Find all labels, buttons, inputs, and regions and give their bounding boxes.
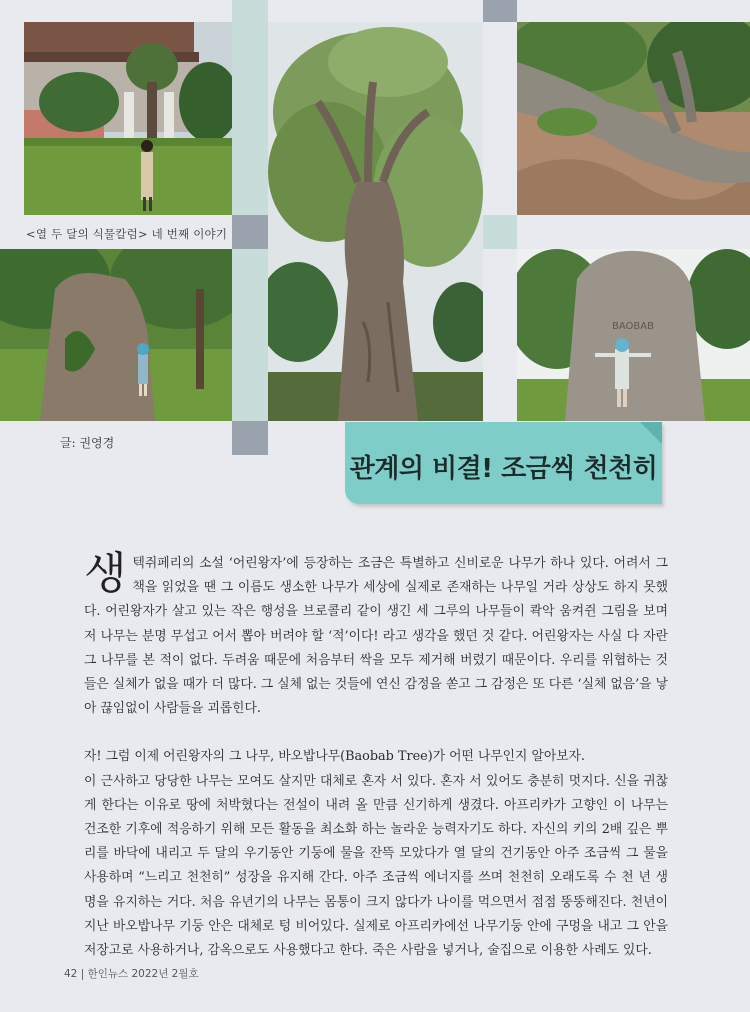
page-footer: 42 | 한인뉴스 2022년 2월호 (64, 968, 199, 980)
photo-tall-baobab (268, 22, 483, 421)
photo-building-girl (24, 22, 232, 215)
column-caption: <열 두 달의 식물칼럼> 네 번째 이야기 (26, 227, 228, 241)
photo-child-baobab-right (517, 249, 750, 421)
paragraph-2 (84, 745, 668, 963)
author-credit: 글: 권영경 (60, 436, 115, 450)
article-body (84, 548, 668, 963)
accent-square-grey-top (483, 0, 517, 22)
paragraph-2-text: 이 근사하고 당당한 나무는 모여도 살지만 대체로 혼자 서 있다. 혼자 서 있어도 충분히 멋지다. 신을 귀찮게 한다는 이유로 땅에 처박혔다는 전설이 내려 올 만큼 신기하게 생겼다. 아프리카가 고향인 이 나무는 건조한 기후에 적응하기 위해 모든 활동을 최소화 하는 놀라운 능력자기도 하다. 자신의 키의 2배 깊은 뿌리를 바닥에 내리고 두 달의 우기동안 기둥에 물을 잔뜩 모았다가 열 달의 건기동안 아주 조금씩 그 물을 사용하며 “느리고 천천히” 성장을 유지해 간다. 아주 조금씩 에너지를 쓰며 천천히 오래도록 수 천 년 생명을 유지하는 거다. 처음 유년기의 나무는 몸통이 크지 않다가 나이를 먹으면서 점점 뚱뚱해진다. 천년이 지난 바오밥나무 기둥 안은 대체로 텅 비어있다. 실제로 아프리카에선 나무기둥 안에 구멍을 내고 그 안을 저장고로 사용하거나, 감옥으로도 사용했다고 한다. 죽은 사람을 넣거나, 술집으로 이용한 사례도 있다. (84, 773, 668, 959)
paragraph-2-intro: 자! 그럼 이제 어린왕자의 그 나무, 바오밥나무(Baobab Tree)가 어떤 나무인지 알아보자. (84, 749, 585, 765)
article-title: 관계의 비결! 조금씩 천천히 (349, 454, 658, 484)
article-title-banner (345, 422, 662, 504)
photo-child-tree-left (0, 249, 232, 421)
drop-cap: 생 (84, 548, 127, 599)
title-corner-fold (640, 422, 662, 444)
accent-square-teal (483, 215, 517, 249)
carved-sign-text: BAOBAB (612, 321, 654, 332)
accent-square-grey-low (232, 421, 268, 455)
paragraph-1 (84, 548, 668, 721)
accent-square-grey (232, 215, 268, 249)
accent-bar-teal-mid (232, 249, 268, 421)
paragraph-1-text: 텍쥐페리의 소설 ‘어린왕자’에 등장하는 조금은 특별하고 신비로운 나무가 하나 있다. 어려서 그 책을 읽었을 땐 그 이름도 생소한 나무가 세상에 실제로 존재하는 나무일 거라 상상도 하지 못했다. 어린왕자가 살고 있는 작은 행성을 브로콜리 같이 생긴 세 그루의 나무들이 콱악 움켜쥔 그림을 보며 저 나무는 분명 무섭고 어서 뽑아 버려야 할 ‘적’이다! 라고 생각을 했던 것 같다. 어린왕자는 사실 다 자란 그 나무를 본 적이 없다. 두려움 때문에 처음부터 싹을 모두 제거해 버렸기 때문이다. 우리를 위협하는 것들은 실체가 없을 때가 더 많다. 그 실체 없는 것들에 연신 감정을 쏟고 그 감정은 또 다른 ‘실체 없음’을 낳아 끊임없이 사람들을 괴롭힌다. (84, 556, 668, 717)
accent-bar-teal-top (232, 0, 268, 215)
photo-trunk-roots (517, 22, 750, 215)
